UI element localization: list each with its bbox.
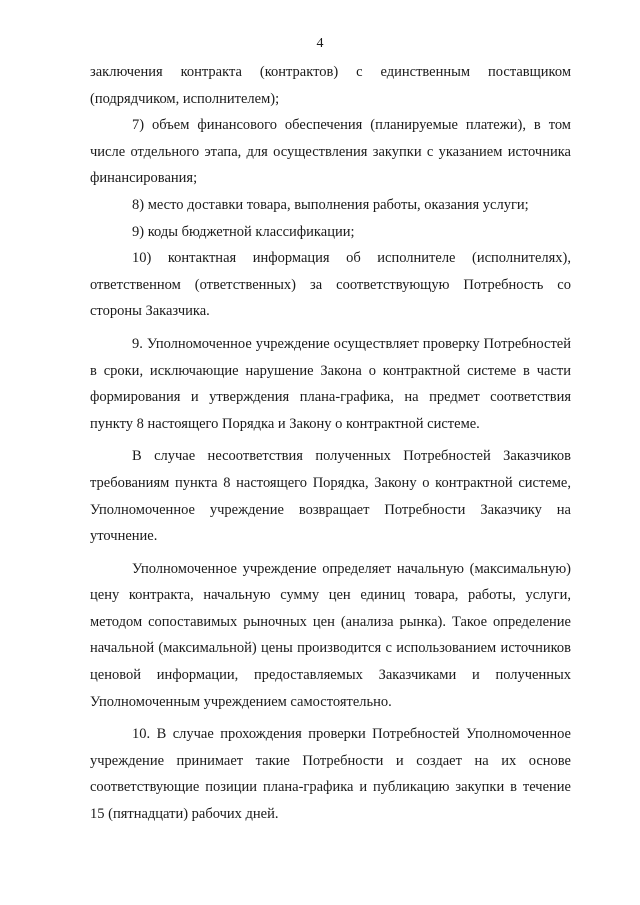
paragraph-item-8: 8) место доставки товара, выполнения работы, оказания услуги; bbox=[132, 196, 529, 213]
paragraph-item-7: 7) объем финансового обеспечения (планируемые платежи), в том числе отдельного этапа, для осуществления закупки с указанием источника финансирования; bbox=[90, 117, 571, 187]
paragraph-item-9: 9) коды бюджетной классификации; bbox=[132, 223, 355, 240]
paragraph-section-9: 9. Уполномоченное учреждение осуществляет проверку Потребностей в сроки, исключающие нарушение Закона о контрактной системе в части формирования и утверждения плана-графика, на предмет соответствия пункту 8 настоящего Порядка и Закону о контрактной системе. bbox=[90, 335, 571, 432]
paragraph-section-10: 10. В случае прохождения проверки Потребностей Уполномоченное учреждение принимает такие Потребности и создает на их основе соответствующие позиции плана-графика и публикацию закупки в течение 15 (пятнадцати) рабочих дней. bbox=[90, 726, 571, 823]
paragraph-item-10: 10) контактная информация об исполнителе (исполнителях), ответственном (ответственных) за соответствующую Потребность со стороны Заказчика. bbox=[90, 250, 571, 320]
document-body bbox=[90, 59, 571, 828]
page-number: 4 bbox=[316, 36, 324, 51]
paragraph-price-determination: Уполномоченное учреждение определяет начальную (максимальную) цену контракта, начальную сумму цен единиц товара, работы, услуги, методом сопоставимых рыночных цен (анализа рынка). Такое определение начальной (максимальной) цены производится с использованием источников ценовой информации, предоставляемых Заказчиками и полученных Уполномоченным учреждением самостоятельно. bbox=[90, 560, 571, 710]
paragraph-mismatch-return: В случае несоответствия полученных Потребностей Заказчиков требованиям пункта 8 настоящего Порядка, Закону о контрактной системе, Уполномоченное учреждение возвращает Потребности Заказчику на уточнение. bbox=[90, 448, 571, 545]
paragraph-procurement-continuation: заключения контракта (контрактов) с единственным поставщиком (подрядчиком, исполнителем); bbox=[90, 64, 571, 107]
